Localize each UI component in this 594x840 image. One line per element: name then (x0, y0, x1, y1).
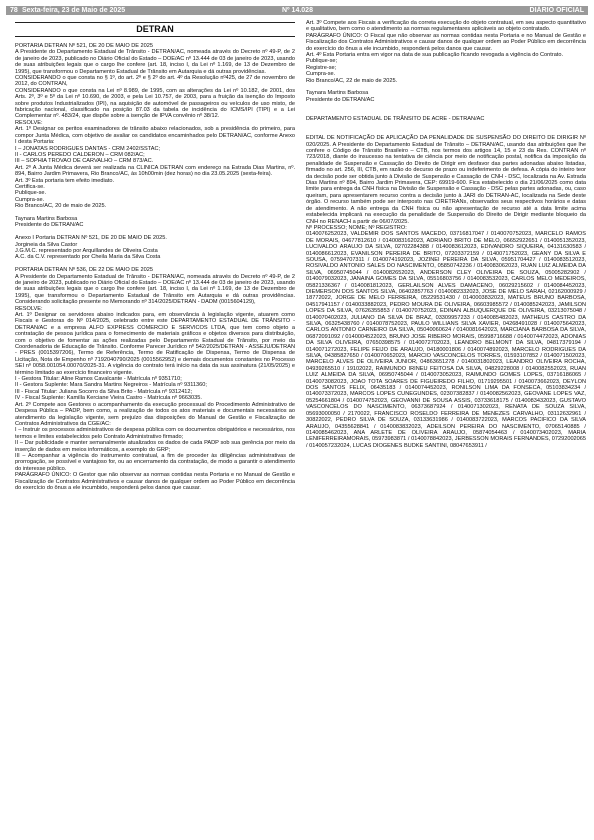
portaria-521-considerando-2: CONSIDERANDO o que consta na Lei nº 8.989, de 1995, com as alterações da Lei nº 10.182, de 2001, dos Arts. 2º, 3º e 5º da Lei nº 10.690, de 2003, e pela Lei 10.757, de 2003, para a fruição da isenção do Imposto sobre produtos Industrializados (IPI), na aquisição de automóvel de passageiros ou veículos de uso misto, de fabricação nacional, classificado na posição 87.03 da tabela de incidência do ICMS/IPI (TIPI) e a Lei Complementar nº. 483/24, que dispõe sobre a isenção de IPVA convênio nº 38/12. (15, 87, 295, 120)
portaria-521-preamble: A Presidente do Departamento Estadual de Trânsito - DETRAN/AC, nomeada através do Decreto nº 49-P, de 2 de janeiro de 2023, publicado no Diário Oficial do Estado – DOE/AC nº 13.444 de 03 de janeiro de 2023, usando de suas atribuições legais que o cargo lhe confere (art. 18, inciso I, da Lei nº 1.169, de 13 de Dezembro de 1995), que transformou o Departamento Estadual de Trânsito em Autarquia e dá outras providências. (15, 49, 295, 75)
portaria-536-paragraph: PARÁGRAFO ÚNICO: O Gestor que não observar as normas contidas nesta Portaria e no Manual de Gestão e Fiscalização de Contratos Administrativos e causar danos de qualquer ordem ao Poder Público em decorrência do exercício do ônus a ele incumbido, responderá pelos danos que causar. (15, 472, 295, 491)
portaria-536-preamble: A Presidente do Departamento Estadual de Trânsito - DETRAN/AC, nomeada através do Decreto nº 49-P, de 2 de janeiro de 2023, publicado no Diário Oficial do Estado – DOE/AC nº 13.444 de 03 de janeiro de 2023, usando de suas atribuições legais que o cargo lhe confere (art. 18, inciso I, da Lei nº 1.169, de 13 de Dezembro de 1995), que transformou o Departamento Estadual de Trânsito em Autarquia e dá outras providências. Considerando solicitação presente no Memorando nº 314/2025/DETRAN - DADM (0015604129), (15, 273, 295, 306)
left-column (15, 20, 295, 830)
portaria-536-item-1: I – Instruir os processos administrativos de despesa pública com os documentos obrigatórios e necessários, nos termos e limites estabelecidos pelo Contrato Administrativo firmado; (15, 427, 295, 440)
portaria-521-title: PORTARIA DETRAN Nº 521, DE 20 DE MAIO DE 2025 (15, 43, 153, 49)
portaria-521-art3: Art. 3º Esta portaria tem efeito imediato. (15, 177, 115, 184)
right-column (306, 20, 586, 830)
department-heading: DEPARTAMENTO ESTADUAL DE TRÂNSITO DE ACRE - DETRAN/AC (306, 116, 485, 123)
signature-name: Taynara Martins Barbosa (306, 90, 369, 97)
portaria-521-member-2: II - CARLOS PEREDO CALDERON – CRM 082/AC; (15, 151, 145, 158)
annex-title: Anexo I Portaria DETRAN Nº 521, DE 20 DE MAIO DE 2025. (15, 235, 167, 242)
issue-number: Nº 14.028 (282, 7, 313, 14)
edital-text: EDITAL DE NOTIFICAÇÃO DE APLICAÇÃO DA PENALIDADE DE SUSPENSÃO DO DIREITO DE DIRIGIR Nº 020/2025. A Presidente do Departamento Estadual de Trânsito – DETRAN/AC, usando das atribuições que lhe confere o Código de Trânsito Brasileiro – CTB, nos termos dos artigos 14, 15 e 23 da Res. CONTRAN nº 723/2018, diante do insucesso na tentativa de ciência por meio de notificação postal, notifica da imposição da penalidade de Suspensão e Cassação do Direito de Dirigir em desfavor das partes adonadas abaixo listadas, firmado no art. 256, III, CTB, em razão do decurso de prazo ou indeferimento de defesa. A cópia do inteiro teor da decisão pode ser obtida junto à Divisão de Suspensão e Cassação de CNH - DSC, localizada na Av. Estrada Dias Martins nº 894, Bairro Jardim Primavera, CEP: 69919-600. Fica estabelecido o dia 21/06/2025 como data limite para entrega da CNH física na Divisão de Suspensão e Cassação - DSC pelas partes adonadas, ou, caso queiram, para apresentarem recurso contra a decisão junto à JARI do DETRAN-AC, localizada na Sede deste órgão. O recurso também pode ser interposto nas CIRETRANs, observados seus respectivos horários e datas de atendimento. A não entrega da CNH física ou não apresentação de recurso até a data limite acima estabelecida implicará na execução da penalidade de Suspensão do Direito de Dirigir mediante bloqueio da CNH no RENACH a partir de 06/07/2025. (306, 135, 586, 225)
portaria-536-item-3: III – Acompanhar a vigência do instrumento contratual, a fim de proceder às diligências administrativas de prorrogação, se possível e vantajoso for, ou ao encerramento da contratação, de modo a garantir o atendimento do interesse público. (15, 452, 295, 472)
portaria-536-member-3: III - Fiscal Titular: Juliana Socorro da Silva Brito - Matrícula nº 9312412; (15, 388, 193, 395)
portaria-521-member-3: III – SOPHIA TROVAO DE CARVALHO – CRM 873/AC. (15, 158, 154, 165)
portaria-536-cumpra: Cumpra-se. (306, 71, 336, 78)
header-date: Sexta-feira, 23 de Maio de 2025 (22, 7, 126, 14)
page-number: 78 (10, 7, 18, 14)
portaria-536-publique: Publique-se; (306, 58, 338, 65)
annex-line: A.C. da C.V. representado por Cheila Maria da Silva Costa (15, 254, 161, 261)
portaria-521-certifica: Certifica-se. (15, 183, 45, 190)
signature-name: Taynara Martins Barbosa (15, 215, 78, 222)
portaria-521-cumpra: Cumpra-se. (15, 196, 45, 203)
edital-list-header: Nº PROCESSO; NOME; Nº REGISTRO: (306, 224, 407, 231)
annex-line: Jorgineia da Silva Castor (15, 241, 78, 248)
portaria-521-publique: Publique-se. (15, 190, 47, 197)
portaria-536-member-1: I - Gestora Titular: Aline Ramos Cavalcante - Matrícula nº 9351710; (15, 376, 182, 383)
portaria-521 (15, 43, 295, 210)
portaria-536-art4: Art. 4º Esta Portaria entra em vigor na data de sua publicação ficando revogada a vigência do Contrato. (306, 52, 564, 59)
portaria-521-resolve: RESOLVE: (15, 119, 43, 126)
portaria-521-art2: Art. 2º A Junta Médica deverá ser realizada na CLINICA DETRAN com endereço na Estrada Dias Martins, nº. 894, Bairro Jardim Primavera, Rio Branco/AC, às 10h00min (dez horas) no dia 23.05.2025 (sexta-feira). (15, 164, 295, 178)
portaria-536-member-4: IV - Fiscal Suplente: Kamilla Kerciane Vieira Castro - Matrícula nº 9663035. (15, 395, 202, 402)
portaria-536-date: Rio Branco/AC, 22 de maio de 2025. (306, 77, 398, 84)
portaria-536-art1: Art. 1º Designar os servidores abaixo indicados para, em observância à legislação vigente, atuarem como Fiscais e Gestoras do Nº 014/2025, celebrado entre este DEPARTAMENTO ESTADUAL DE TRÂNSITO - DETRAN/AC e a empresa ALFO EXPRESS COMERCIO E SERVICOS LTDA, que tem como objeto a contratação de pessoa jurídica para o fornecimento de materiais gráficos e objetos diversos para distribuição, com o objetivo de fomentar as ações realizadas pelo Departamento Estadual de Trânsito, por meio da Coordenadoria de Educação de Trânsito. Conforme Parecer Jurídico nº 542/2025/DETRAN - ASSEJU/DETRAN - PRES (0015397206), Termo de Referência, Termo de Ratificação de Dispensa, Termo de Dispensa de Licitação, Nota de Empenho nº 7192040790/2025 (0015562952) e demais documentos constantes no Processo SEI nº 0058.001054.00070/2025-31. A vigência do contrato terá início na data da sua assinatura (21/05/2025) e término limitado ao exercício financeiro vigente. (15, 312, 295, 376)
portaria-536-paragraph-2: PARÁGRAFO ÚNICO: O Fiscal que não observar as normas contidas nesta Portaria e no Manual de Gestão e Fiscalização dos Contratos Administrativos e causar danos de qualquer ordem ao Poder Público em decorrência do exercício do ônus a ele incumbido, responderá pelos danos que causar. (306, 32, 586, 52)
portaria-536-continued (306, 20, 586, 84)
annex-block (15, 235, 295, 261)
portaria-536-resolve: RESOLVE: (15, 305, 43, 312)
portaria-536 (15, 267, 295, 491)
portaria-536-registre: Registre-se; (306, 64, 337, 71)
page-header-bar (6, 6, 588, 15)
signature-role: Presidente do DETRAN/AC (306, 96, 375, 103)
portaria-536-title: PORTARIA DETRAN Nº 536, DE 22 DE MAIO DE 2025 (15, 267, 153, 274)
portaria-536-item-2: II – Dar publicidade e manter semanalmente atualizados os dados de cada PADP sob sua gerência por meio da inserção de dados em meios informáticos, a exemplo do GRP; (15, 440, 295, 453)
portaria-521-date: Rio Branco/AC, 20 de maio de 2025. (15, 203, 107, 210)
portaria-536-member-2: II - Gestora Suplente: Mara Sandra Martins Negreiros - Matrícula nº 9311360; (15, 382, 207, 389)
portaria-521-member-1: I – JONATAS RODRIGUES DANTAS - CRM 2402/SSTAC; (15, 145, 161, 152)
section-title: DETRAN (15, 22, 295, 37)
annex-line: J.G.M.C. representado por Arquillandes de Oliveira Costa (15, 247, 158, 254)
portaria-521-art1: Art. 1º Designar os peritos examinadores de trânsito abaixo relacionados, sob a presidência do primeiro, para compor Junta Médica, com objetivo de avaliar os candidatos encaminhados pelo DETRAN/AC, conforme Anexo I desta Portaria: (15, 126, 295, 146)
portaria-536-art3: Art. 3º Compete aos Fiscais a verificação da correta execução do objeto contratual, em seu aspecto quantitativo e qualitativo, bem como o atendimento as normas regulamentares aplicáveis ao objeto contratado. (306, 20, 586, 33)
edital-process-list: 0140076252023, VALDEMIR DOS SANTOS MACEDO, 03716817047 / 0140070752023, MARCELO RAMOS DE MORAIS, 04677812610 / 0140083162023, ADRIANO BRITO DE MELO, 06652922651 / 0140051352023, LUCIVALDO ARAUJO DA SILVA, 02702284388 / 0140083612023, EDIVANDRO SIQUEIRA, 04131630583 / 0140086612023, EVANILSON PEREIRA DE BRITO, 07203372159 / 0140071752023, GEANY DA SILVA E SOUSA, 07594707311 / 0140074192023, JOZINEI PEREIRA DA SILVA, 05951704427 / 0140083512023, ROSIVALDO ANTONIO SALES DO NASCIMENTO, 05850742236 / 0140083062023, RUAN LUIZ ALMEIDA DA SILVA, 06950745044 / 0140082652023, ANDERSON CLEY OLIVEIRA DE SOUZA, 05005282902 / 0140079032023, JANAINA GOMES DA SILVA, 05516803756 / 0140083532023, CARLOS MELO MEDEIROS, 05821336367 / 0140081812023, GERLAILSON ALVES DAMACENO, 06029215602 / 0140084452023, DIEMERSON DOS SANTOS SILVA, 06402857763 / 0140082332023, JOSE DE MELO SARAH, 02162000929 / 18772022, JORGE DE MELO FERREIRA, 05229531430 / 0140003832023, MATEUS BRUNO BARBOSA, 04517941157 / 0140033882023, PEDRO MOURA DE OLIVEIRA, 06603985572 / 0140085242023, JAMILSON LOPES DA SILVA, 07626355853 / 0140070752023, EDINAN ALBUQUERQUE DE OLIVEIRA, 03213075048 / 0140070402023, JULIANO DA SILVA DE BRAZ, 03309957233 / 0140085482023, MATHEUS CASTRO DA SILVA, 06325438760 / 0140078752023, PAULO WILLIANS SILVA XAVIER, 04268491028 / 0140075642023, CARLOS ANTONIO CARNEIRO DA SILVA, 05040060624 / 0140081642023, MARCIANA BARBOSA DA SILVA, 06872091092 / 0140004522023, BRUNO JOSE RIBEIRO MORAIS, 05998716688 / 0140074472023, ADONIAS DA SILVA OLIVEIRA, 07650398575 / 0140072702023, LEANDRO BELMONT DA SILVA, 04817379194 / 0140071272023, FELIPE FEIJO DE ARAUJO, 04180001806 / 0140074892023, MARCELO RODRIGUES DA SILVA, 04385827650 / 0140070652023, MARCIO VASCONCELOS TORRES, 01593107852 / 0140071502023, MARCELO ALVES DE OLIVEIRA JUNIOR, 04863651278 / 0140031802023, LEANDRO OLIVEIRA ROCHA, 04939265510 / 19102022, RAIMUNDO IRINEU FEITOSA DA SILVA, 04829228008 / 0140082552023, RUAN LUIZ ALMEIDA DA SILVA, 06950745044 / 0140073052023, RAIMUNDO GOMES LOPES, 03716186065 / 0140073082023, JOAO TOTA SOARES DE FIGUEIREDO FILHO, 01719295501 / 0140073662023, DEYLON DOS SANTOS FELIX, 06435183 / 0140074452023, RONILSON LIMA DA FONSECA, 05103834234 / 0140073372023, MARCOS LOPES CUNEGUNDES, 02307382837 / 0140082562023, GEOVANE LOPES VAZ, 05254661804 / 0140074752023, GEOVANNI DE SOUSA ASSIS, 03733618175 / 0140083432023, GUSTAVO VASCONCELOS DO NASCIMENTO, 06373687924 / 0140071302023, RENATA DE SOUZA SILVA, 05693000050 / 2170022, FRANCISCO ROSELDO FERREIRA DE MENEZES CARVALHO, 03112632961 / 30822022, PEDRO SILVA DE SOUZA, 03133631986 / 0140083722023, MARCOS PACIFICO DA SILVA ARAUJO, 04355628841 / 0140083832023, ADEILSON PEREIRA DO NASCIMENTO, 07065140885 / 0140085462023, ANA ARLETE DE OLIVEIRA ARAUJO, 05874054463 / 0140073402023, MARIA LENIFERREIRAMORAIS, 05973983871 / 0140078842023, JERBESSON MORAIS FERNANDES, 07292002065 / 0140057232024, LUCAS DIOGENES BUDKE SANTINI, 08047653911 / (306, 231, 586, 449)
publication-name: DIÁRIO OFICIAL (529, 7, 584, 14)
portaria-536-art2: Art. 2º Compete aos Gestores o acompanhamento da execução processual do Procedimento Administrativo de Despesa Pública – PADP, bem como, a realização de todos os atos materiais e documentais necessários ao atendimento da legislação vigente, sem prejuízo das disposições do Manual de Gestão e Fiscalização de Contratos Administrativos da CGE/AC: (15, 401, 295, 427)
signature-role: Presidente do DETRAN/AC (15, 222, 84, 229)
portaria-521-considerando-1: CONSIDERANDO o que consta no § 1º, do art. 2º e § 2º do art. 4º da Resolução nº425, de 27 de novembro de 2012, do CONTRAN, (15, 75, 295, 88)
